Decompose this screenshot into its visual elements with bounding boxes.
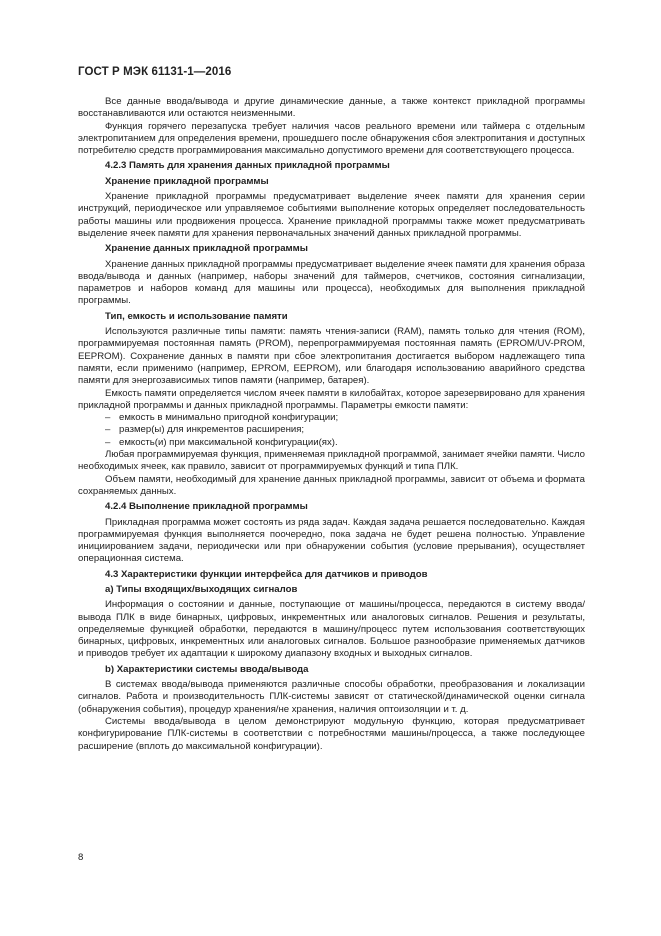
subsection-heading: а) Типы входящих/выходящих сигналов	[105, 583, 298, 595]
paragraph: Хранение прикладной программы предусматривает выделение ячеек памяти для хранения серии инструкций, периодическое или управляемое событиями выполнение которых определяет последовательность работы машины или продвижения процесса. Хранение прикладной программы также может предусматривать выделение ячеек памяти для хранения первоначальных значений данных прикладной программы.	[78, 191, 585, 239]
paragraph: Используются различные типы памяти: память чтения-записи (RAM), память только для чтения (ROM), программируемая постоянная память (PROM), перепрограммируемая постоянная память (EPROM/UV-PROM, EEPROM). Сохранение данных в памяти при сбое электропитания достигается выбором надлежащего типа памяти, если применимо (например, EPROM, EEPROM), или благодаря использованию аварийного средства памяти для энергозависимых типов памяти (например, батарея).	[78, 326, 585, 387]
section-heading: 4.2.4 Выполнение прикладной программы	[105, 501, 308, 513]
paragraph: Хранение данных прикладной программы предусматривает выделение ячеек памяти для хранения образа ввода/вывода и данных (например, наборы значений для таймеров, счетчиков, состояния сигнализации, параметров и наборов команд для машины или процесса), необходимых для выполнения прикладной программы.	[78, 258, 585, 307]
paragraph: В системах ввода/вывода применяются различные способы обработки, преобразования и локализации сигналов. Работа и производительность ПЛК-системы зависят от статической/динамической оценки сигнала (обнаружения события), процедур хранения/не хранения, наличия оптоизоляции и т. д.	[78, 679, 585, 715]
paragraph: Объем памяти, необходимый для хранение данных прикладной программы, зависит от объема и формата сохраняемых данных.	[78, 473, 585, 497]
page-number: 8	[78, 852, 84, 863]
paragraph: Функция горячего перезапуска требует наличия часов реального времени или таймера с отдельным электропитанием для определения времени, прошедшего после обнаружения сбоя электропитания и доступных потребителю средств программирования максимально допустимого времени для соответствующего процесса.	[78, 120, 585, 157]
paragraph: Все данные ввода/вывода и другие динамические данные, а также контекст прикладной программы восстанавливаются или остаются неизменными.	[78, 96, 585, 120]
subsection-heading: Тип, емкость и использование памяти	[105, 310, 288, 322]
list-item	[78, 437, 585, 449]
list-item-text: емкость в минимально пригодной конфигурации;	[119, 412, 339, 424]
document-header: ГОСТ Р МЭК 61131-1—2016	[78, 66, 232, 78]
list-item	[78, 424, 585, 436]
paragraph: Любая программируемая функция, применяемая прикладной программой, занимает ячейки памяти. Число необходимых ячеек, как правило, зависит от программируемых функций и типа ПЛК.	[78, 449, 585, 473]
paragraph: Прикладная программа может состоять из ряда задач. Каждая задача решается последовательно. Каждая программируемая функция выполняется поочередно, пока задача не будет решена полностью. Управление инициированием задачи, периодически или при обнаружении события (условие прерывания), осуществляет операционная система.	[78, 516, 585, 565]
paragraph: Емкость памяти определяется числом ячеек памяти в килобайтах, которое зарезервировано для хранения прикладной программы и данных прикладной программы. Параметры емкости памяти:	[78, 387, 585, 411]
section-heading: 4.3 Характеристики функции интерфейса для датчиков и приводов	[105, 568, 428, 580]
paragraph: Системы ввода/вывода в целом демонстрируют модульную функцию, которая предусматривает конфигурирование ПЛК-системы в соответствии с потребностями машины/процесса, а также последующее расширение (вплоть до максимальной конфигурации).	[78, 715, 585, 752]
dash-marker: –	[105, 424, 111, 436]
list-item-text: размер(ы) для инкрементов расширения;	[119, 424, 305, 436]
dash-marker: –	[105, 412, 111, 424]
subsection-heading: b) Характеристики системы ввода/вывода	[105, 663, 309, 675]
document-body	[78, 96, 585, 753]
subsection-heading: Хранение данных прикладной программы	[105, 243, 308, 255]
dash-marker: –	[105, 436, 111, 448]
section-heading: 4.2.3 Память для хранения данных прикладной программы	[105, 160, 390, 172]
paragraph: Информация о состоянии и данные, поступающие от машины/процесса, передаются в систему ввода/вывода ПЛК в виде бинарных, цифровых, инкрементных или аналоговых сигналов. Решения и результаты, определяемые функцией обработки, передаются в машину/процесс путем использования соответствующих бинарных, цифровых, инкрементных или аналоговых сигналов. Большое разнообразие применяемых датчиков и приводов требует их адаптации к широкому диапазону входных и выходных сигналов.	[78, 599, 585, 660]
subsection-heading: Хранение прикладной программы	[105, 175, 269, 187]
list-item-text: емкость(и) при максимальной конфигурации(ях).	[119, 436, 338, 448]
bullet-list	[78, 412, 585, 449]
list-item	[78, 412, 585, 424]
